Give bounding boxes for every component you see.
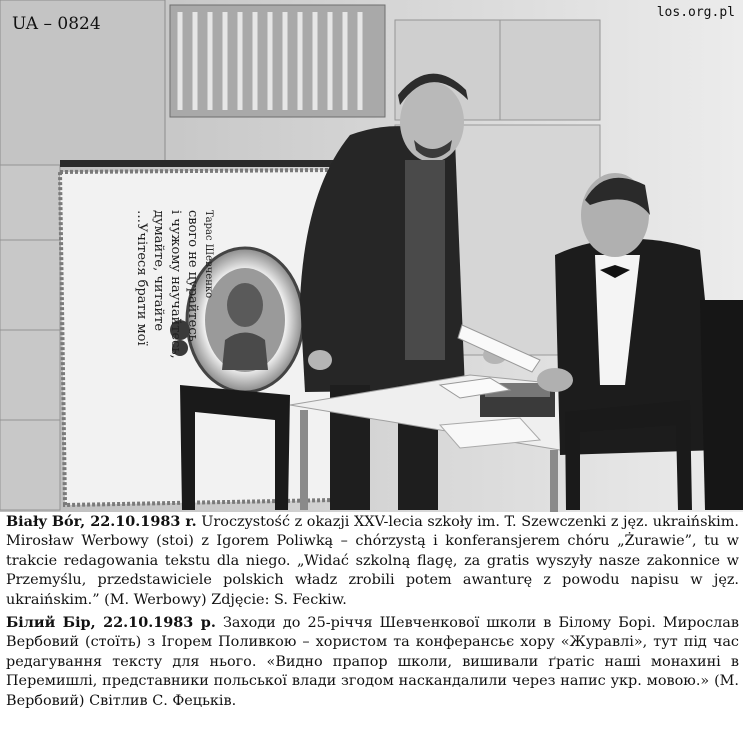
photo-caption — [6, 512, 739, 711]
flag-inscription-line-2: думайте, читайте — [151, 210, 166, 332]
site-watermark: los.org.pl — [656, 5, 735, 20]
caption-ukrainian-place-date: Білий Бір, 22.10.1983 р. — [6, 614, 216, 632]
caption-polish — [6, 512, 739, 610]
caption-polish-text: Uroczystość z okazji XXV-lecia szkoły im. T. Szewczenki z jęz. ukraińskim. Mirosław Werbowy (stoi) z Igorem Poliwką – chórzystą i konferansjerem chóru „Żurawie”, tu w trakcie redagowania tekstu dla niego. „Widać szkolną flagę, za gratis wyszyły nasze zakonnice w Przemyślu, przedstawiciele polskich władz zrobili potem awanturę z powodu napisu w jęz. ukraińskim.” (M. Werbowy) Zdjęcie: S. Feckiw. — [6, 514, 739, 608]
flag-inscription-line-3: і чужому научайтесь, — [168, 210, 183, 359]
flag-inscription-line-5: Тарас Шевченко — [203, 210, 214, 299]
caption-ukrainian-text: Заходи до 25-річчя Шевченкової школи в Білому Борі. Мирослав Вербовий (стоїть) з Ігорем Поливкою – хористом та конферансьє хору «Журавлі», тут під час редагування тексту для нього. «Видно прапор школи, вишивали ґратіс наші монахині в Перемишлі, представники польської влади згодом наскандалили через напис укр. мовою.» (М. Вербовий) Світлив С. Фецьків. — [6, 615, 739, 709]
caption-ukrainian — [6, 613, 739, 711]
archive-id: UA – 0824 — [12, 14, 101, 34]
caption-polish-place-date: Biały Bór, 22.10.1983 r. — [6, 513, 197, 530]
flag-inscription-line-4: свого не цурайтесь — [185, 210, 200, 342]
flag-inscription-line-1: …Учітеся брати мої — [134, 210, 149, 346]
